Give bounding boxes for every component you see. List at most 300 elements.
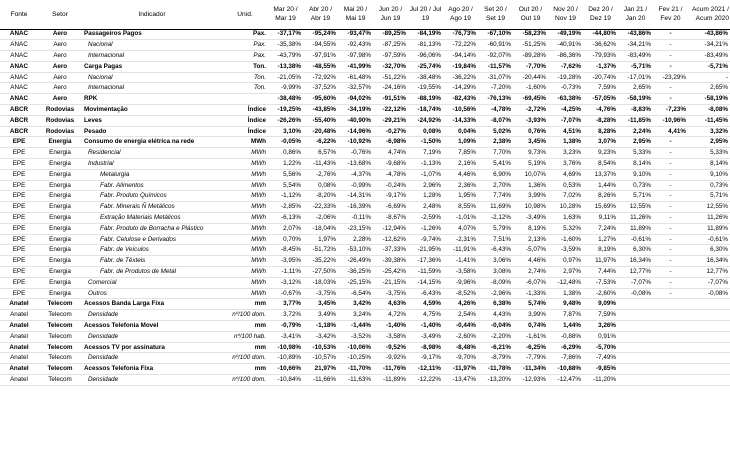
table-row xyxy=(0,213,730,224)
cell-unit: MWh xyxy=(222,245,268,256)
cell-value: -67,10% xyxy=(478,29,513,40)
cell-fonte: EPE xyxy=(0,191,38,202)
cell-indicador: Metalurgia xyxy=(82,169,222,180)
cell-value: -7,07% xyxy=(548,115,583,126)
cell-setor: Telecom xyxy=(38,299,82,310)
cell-value: -37,17% xyxy=(268,29,303,40)
table-row xyxy=(0,202,730,213)
cell-value: -3,95% xyxy=(268,256,303,267)
cell-value: 3,26% xyxy=(583,321,618,332)
table-row xyxy=(0,223,730,234)
cell-value: -94,14% xyxy=(443,51,478,62)
cell-indicador: Fabr. de Veículos xyxy=(82,245,222,256)
table-row xyxy=(0,234,730,245)
cell-accum: -34,21% xyxy=(688,40,730,51)
table-row xyxy=(0,72,730,83)
cell-unit: nº/100 dom. xyxy=(222,353,268,364)
cell-value: -4,78% xyxy=(478,105,513,116)
cell-value: -8,98% xyxy=(408,342,443,353)
cell-fonte: EPE xyxy=(0,245,38,256)
cell-value: -11,97% xyxy=(443,364,478,375)
cell-value: - xyxy=(653,83,688,94)
cell-value: -94,55% xyxy=(303,40,338,51)
cell-unit: Índice xyxy=(222,105,268,116)
cell-value: 0,76% xyxy=(513,126,548,137)
cell-value: -1,26% xyxy=(408,223,443,234)
cell-indicador: Fabr. de Têxteis xyxy=(82,256,222,267)
cell-setor: Energia xyxy=(38,288,82,299)
cell-unit: Ton. xyxy=(222,72,268,83)
cell-indicador: RPK xyxy=(82,94,222,105)
cell-indicador: Acessos Telefonia Movel xyxy=(82,321,222,332)
cell-value: -24,92% xyxy=(408,115,443,126)
cell-fonte: EPE xyxy=(0,223,38,234)
cell-value: -0,27% xyxy=(373,126,408,137)
cell-value: 3,23% xyxy=(548,148,583,159)
cell-value: -32,70% xyxy=(373,61,408,72)
cell-value: -1,40% xyxy=(373,321,408,332)
cell-value: -51,72% xyxy=(303,245,338,256)
cell-value: 6,38% xyxy=(478,299,513,310)
cell-value: -82,43% xyxy=(443,94,478,105)
table-row xyxy=(0,353,730,364)
cell-value: - xyxy=(653,202,688,213)
cell-setor: Telecom xyxy=(38,353,82,364)
cell-value: -9,52% xyxy=(373,342,408,353)
cell-value: 4,46% xyxy=(443,169,478,180)
cell-value: -32,57% xyxy=(338,83,373,94)
table-row xyxy=(0,40,730,51)
cell-value: -0,11% xyxy=(338,213,373,224)
cell-indicador: Extração Materiais Metálicos xyxy=(82,213,222,224)
cell-setor: Aero xyxy=(38,83,82,94)
cell-accum: 0,73% xyxy=(688,180,730,191)
cell-accum: 5,33% xyxy=(688,148,730,159)
cell-value: - xyxy=(653,51,688,62)
cell-value: -3,75% xyxy=(373,288,408,299)
cell-value: 11,69% xyxy=(478,202,513,213)
cell-value: - xyxy=(653,29,688,40)
cell-value: -2,96% xyxy=(478,288,513,299)
cell-unit: MWh xyxy=(222,137,268,148)
cell-value: 9,73% xyxy=(513,148,548,159)
cell-fonte: EPE xyxy=(0,234,38,245)
cell-value: -9,85% xyxy=(583,364,618,375)
cell-value: 7,85% xyxy=(443,148,478,159)
cell-value: 7,59% xyxy=(583,310,618,321)
cell-value: -12,22% xyxy=(408,375,443,386)
cell-value: 4,59% xyxy=(408,299,443,310)
cell-value: -1,60% xyxy=(548,234,583,245)
cell-value: -13,38% xyxy=(268,61,303,72)
cell-value: -8,09% xyxy=(478,277,513,288)
cell-value: -4,25% xyxy=(548,105,583,116)
cell-value: -97,59% xyxy=(373,51,408,62)
cell-value: -10,89% xyxy=(268,353,303,364)
cell-value: -9,17% xyxy=(373,191,408,202)
cell-value: -17,36% xyxy=(408,256,443,267)
cell-value: -9,17% xyxy=(408,353,443,364)
cell-unit: MWh xyxy=(222,169,268,180)
cell-value: -7,49% xyxy=(583,353,618,364)
cell-value: - xyxy=(653,213,688,224)
cell-unit: Pax. xyxy=(222,40,268,51)
cell-fonte: EPE xyxy=(0,148,38,159)
cell-value: -17,01% xyxy=(618,72,653,83)
cell-value: -6,21% xyxy=(478,342,513,353)
cell-value: -9,70% xyxy=(443,353,478,364)
cell-value: -6,07% xyxy=(513,277,548,288)
cell-value: -12,62% xyxy=(373,234,408,245)
cell-value: -95,60% xyxy=(303,94,338,105)
table-row xyxy=(0,180,730,191)
cell-value: 0,08% xyxy=(303,180,338,191)
cell-value: 7,02% xyxy=(548,191,583,202)
cell-value: -9,99% xyxy=(268,83,303,94)
cell-value: -1,01% xyxy=(443,213,478,224)
cell-value: -76,13% xyxy=(478,94,513,105)
cell-value: 4,74% xyxy=(373,148,408,159)
cell-value: 11,97% xyxy=(583,256,618,267)
cell-unit: Pax. xyxy=(222,51,268,62)
cell-value: -3,52% xyxy=(338,331,373,342)
cell-value: -40,91% xyxy=(548,40,583,51)
cell-indicador: Densidade xyxy=(82,353,222,364)
cell-accum: -11,45% xyxy=(688,115,730,126)
cell-setor: Energia xyxy=(38,256,82,267)
cell-accum: -5,71% xyxy=(688,61,730,72)
cell-value: -36,25% xyxy=(338,267,373,278)
table-row xyxy=(0,288,730,299)
cell-value: -41,99% xyxy=(338,61,373,72)
cell-value: -14,33% xyxy=(443,115,478,126)
cell-value: -27,50% xyxy=(303,267,338,278)
cell-value: -95,24% xyxy=(303,29,338,40)
cell-setor: Telecom xyxy=(38,310,82,321)
cell-value: 2,16% xyxy=(443,159,478,170)
cell-accum xyxy=(688,310,730,321)
cell-unit: mm xyxy=(222,299,268,310)
cell-accum: -58,19% xyxy=(688,94,730,105)
cell-value: 7,59% xyxy=(583,83,618,94)
cell-value: -89,28% xyxy=(513,51,548,62)
cell-value: -4,37% xyxy=(338,169,373,180)
cell-accum: -83,49% xyxy=(688,51,730,62)
header-period-9: Ago 20 / Ago 19 xyxy=(443,0,478,29)
cell-value: 2,28% xyxy=(338,234,373,245)
cell-fonte: ABCR xyxy=(0,115,38,126)
cell-value: -2,20% xyxy=(478,331,513,342)
cell-value: 15,69% xyxy=(583,202,618,213)
cell-setor: Rodovias xyxy=(38,105,82,116)
cell-unit: MWh xyxy=(222,267,268,278)
cell-value: -3,41% xyxy=(268,331,303,342)
cell-value: 4,26% xyxy=(443,299,478,310)
cell-value: -7,23% xyxy=(653,105,688,116)
cell-value: -53,10% xyxy=(338,245,373,256)
cell-value: 5,32% xyxy=(548,223,583,234)
cell-value: 5,33% xyxy=(618,148,653,159)
cell-value: -1,18% xyxy=(303,321,338,332)
cell-value: 1,27% xyxy=(583,234,618,245)
cell-value: -0,76% xyxy=(338,148,373,159)
cell-value: 0,04% xyxy=(443,126,478,137)
cell-indicador: Acessos Banda Larga Fixa xyxy=(82,299,222,310)
table-row xyxy=(0,115,730,126)
cell-setor: Energia xyxy=(38,202,82,213)
cell-value: 5,56% xyxy=(268,169,303,180)
cell-accum: 16,34% xyxy=(688,256,730,267)
cell-value: 2,74% xyxy=(513,267,548,278)
cell-value: 1,44% xyxy=(583,180,618,191)
cell-value: 6,57% xyxy=(303,148,338,159)
table-row xyxy=(0,29,730,40)
cell-value: 3,06% xyxy=(478,256,513,267)
cell-value: -25,15% xyxy=(338,277,373,288)
cell-unit: Ton. xyxy=(222,61,268,72)
table-row xyxy=(0,299,730,310)
cell-setor: Rodovias xyxy=(38,115,82,126)
cell-setor: Energia xyxy=(38,223,82,234)
cell-value: -2,60% xyxy=(443,331,478,342)
cell-value: 1,22% xyxy=(268,159,303,170)
cell-value: -29,21% xyxy=(373,115,408,126)
cell-value: -0,04% xyxy=(478,321,513,332)
cell-value: -97,98% xyxy=(338,51,373,62)
cell-value: -72,22% xyxy=(443,40,478,51)
header-period-15: Fev 21 / Fev 20 xyxy=(653,0,688,29)
cell-value: -1,33% xyxy=(513,288,548,299)
cell-value: -91,51% xyxy=(373,94,408,105)
table-row xyxy=(0,105,730,116)
header-period-14: Jan 21 / Jan 20 xyxy=(618,0,653,29)
cell-value: - xyxy=(653,256,688,267)
cell-value: -24,16% xyxy=(373,83,408,94)
table-row xyxy=(0,83,730,94)
cell-indicador: Nacional xyxy=(82,40,222,51)
table-row xyxy=(0,169,730,180)
cell-value: -11,57% xyxy=(478,61,513,72)
cell-fonte: EPE xyxy=(0,180,38,191)
cell-value: 12,55% xyxy=(618,202,653,213)
cell-value: -0,61% xyxy=(618,234,653,245)
cell-value: -81,13% xyxy=(408,40,443,51)
cell-value: 0,86% xyxy=(268,148,303,159)
cell-indicador: Carga Pagas xyxy=(82,61,222,72)
cell-setor: Energia xyxy=(38,213,82,224)
cell-value: 2,65% xyxy=(618,83,653,94)
cell-value: -10,96% xyxy=(653,115,688,126)
cell-value: -2,72% xyxy=(513,105,548,116)
cell-fonte: EPE xyxy=(0,277,38,288)
cell-value: -23,15% xyxy=(338,223,373,234)
cell-value: 21,97% xyxy=(303,364,338,375)
cell-value: -57,05% xyxy=(583,94,618,105)
cell-accum: 3,32% xyxy=(688,126,730,137)
cell-value: 4,63% xyxy=(373,299,408,310)
cell-value: -14,31% xyxy=(338,191,373,202)
cell-value: - xyxy=(653,288,688,299)
cell-accum xyxy=(688,321,730,332)
cell-value: -8,28% xyxy=(583,115,618,126)
cell-value: 1,36% xyxy=(513,180,548,191)
cell-value: -19,55% xyxy=(408,83,443,94)
cell-indicador: Densidade xyxy=(82,331,222,342)
cell-value: -13,68% xyxy=(338,159,373,170)
cell-accum: 8,14% xyxy=(688,159,730,170)
cell-value: 2,36% xyxy=(443,180,478,191)
cell-setor: Telecom xyxy=(38,331,82,342)
cell-value: -1,44% xyxy=(338,321,373,332)
cell-value: 11,89% xyxy=(618,223,653,234)
cell-value xyxy=(618,342,653,353)
cell-value: -19,28% xyxy=(548,72,583,83)
cell-value: -19,84% xyxy=(443,61,478,72)
cell-value: -31,07% xyxy=(478,72,513,83)
cell-value xyxy=(653,321,688,332)
cell-value xyxy=(653,375,688,386)
cell-value: 2,95% xyxy=(618,137,653,148)
cell-value: 5,19% xyxy=(513,159,548,170)
cell-setor: Energia xyxy=(38,159,82,170)
cell-value: 9,48% xyxy=(548,299,583,310)
cell-fonte: ANAC xyxy=(0,61,38,72)
cell-indicador: Fabr. de Produtos de Metal xyxy=(82,267,222,278)
cell-setor: Aero xyxy=(38,94,82,105)
cell-value: -79,93% xyxy=(583,51,618,62)
cell-indicador: Industrial xyxy=(82,159,222,170)
cell-value: 0,73% xyxy=(618,180,653,191)
cell-value: -8,07% xyxy=(478,115,513,126)
cell-accum: -43,86% xyxy=(688,29,730,40)
cell-value: 4,43% xyxy=(478,310,513,321)
cell-fonte: EPE xyxy=(0,267,38,278)
cell-value: 1,44% xyxy=(548,321,583,332)
cell-value: -20,44% xyxy=(513,72,548,83)
cell-value: 2,38% xyxy=(478,137,513,148)
cell-setor: Energia xyxy=(38,234,82,245)
header-period-13: Dez 20 / Dez 19 xyxy=(583,0,618,29)
cell-value: -92,07% xyxy=(478,51,513,62)
cell-value: -51,22% xyxy=(373,72,408,83)
cell-value: 2,97% xyxy=(548,267,583,278)
header-period-12: Nov 20 / Nov 19 xyxy=(548,0,583,29)
header-period-4: Mar 20 / Mar 19 xyxy=(268,0,303,29)
cell-value: 7,24% xyxy=(583,223,618,234)
cell-unit: MWh xyxy=(222,148,268,159)
cell-value: -43,85% xyxy=(303,105,338,116)
cell-value: 1,95% xyxy=(443,191,478,202)
cell-value: -8,45% xyxy=(268,245,303,256)
cell-setor: Telecom xyxy=(38,321,82,332)
cell-value: -10,56% xyxy=(443,105,478,116)
cell-setor: Aero xyxy=(38,29,82,40)
cell-value: 11,26% xyxy=(618,213,653,224)
cell-unit: MWh xyxy=(222,234,268,245)
cell-setor: Aero xyxy=(38,51,82,62)
cell-value: -20,74% xyxy=(583,72,618,83)
cell-indicador: Nacional xyxy=(82,72,222,83)
cell-accum xyxy=(688,353,730,364)
header-indicador: Indicador xyxy=(82,0,222,29)
cell-value: -9,96% xyxy=(443,277,478,288)
table-row xyxy=(0,94,730,105)
cell-value: - xyxy=(653,234,688,245)
cell-value: -3,59% xyxy=(548,245,583,256)
cell-value: 3,76% xyxy=(548,159,583,170)
cell-value: 7,19% xyxy=(408,148,443,159)
cell-value: -6,22% xyxy=(303,137,338,148)
cell-fonte: ABCR xyxy=(0,105,38,116)
cell-unit: nº/100 dom. xyxy=(222,375,268,386)
cell-value: 1,38% xyxy=(548,288,583,299)
cell-unit: nº/100 dom. xyxy=(222,310,268,321)
cell-accum: - xyxy=(688,72,730,83)
cell-value: 0,91% xyxy=(583,331,618,342)
cell-value: 5,74% xyxy=(513,299,548,310)
cell-value: - xyxy=(653,245,688,256)
cell-value: 3,49% xyxy=(303,310,338,321)
cell-value: 1,38% xyxy=(548,137,583,148)
cell-value: -0,08% xyxy=(618,288,653,299)
cell-value: -6,29% xyxy=(548,342,583,353)
cell-value: 2,13% xyxy=(513,234,548,245)
cell-value: -2,06% xyxy=(303,213,338,224)
cell-fonte: EPE xyxy=(0,213,38,224)
cell-value: -2,12% xyxy=(478,213,513,224)
cell-fonte: ANAC xyxy=(0,72,38,83)
cell-value xyxy=(653,353,688,364)
cell-indicador: Fabr. Minerais Ñ Metálicos xyxy=(82,202,222,213)
cell-value: - xyxy=(653,61,688,72)
cell-value: -14,15% xyxy=(408,277,443,288)
cell-value: - xyxy=(653,277,688,288)
cell-accum xyxy=(688,375,730,386)
cell-value: -0,05% xyxy=(268,137,303,148)
cell-value: -76,73% xyxy=(443,29,478,40)
cell-unit xyxy=(222,94,268,105)
cell-value: -44,80% xyxy=(583,29,618,40)
cell-unit: Índice xyxy=(222,126,268,137)
cell-value: -7,79% xyxy=(513,353,548,364)
cell-value: 2,48% xyxy=(408,202,443,213)
cell-indicador: Fabr. Produto de Borracha e Plástico xyxy=(82,223,222,234)
cell-value: -93,47% xyxy=(338,29,373,40)
cell-accum: -0,61% xyxy=(688,234,730,245)
table-row xyxy=(0,245,730,256)
header-period-7: Jun 20 / Jun 19 xyxy=(373,0,408,29)
cell-fonte: EPE xyxy=(0,202,38,213)
header-period-11: Out 20 / Out 19 xyxy=(513,0,548,29)
cell-value: 7,44% xyxy=(583,267,618,278)
cell-value: 9,23% xyxy=(583,148,618,159)
cell-value: 2,96% xyxy=(408,180,443,191)
cell-fonte: ABCR xyxy=(0,126,38,137)
cell-value: -5,70% xyxy=(583,342,618,353)
cell-value: 5,71% xyxy=(618,191,653,202)
cell-value: -12,94% xyxy=(373,223,408,234)
cell-value: 3,99% xyxy=(513,310,548,321)
cell-value: 3,77% xyxy=(268,299,303,310)
cell-accum xyxy=(688,331,730,342)
cell-value: 7,51% xyxy=(478,234,513,245)
cell-value: 6,90% xyxy=(478,169,513,180)
cell-indicador: Internacional xyxy=(82,83,222,94)
cell-value: -16,39% xyxy=(338,202,373,213)
cell-value: -34,19% xyxy=(338,105,373,116)
cell-unit: nº/100 hab. xyxy=(222,331,268,342)
cell-accum: 5,71% xyxy=(688,191,730,202)
